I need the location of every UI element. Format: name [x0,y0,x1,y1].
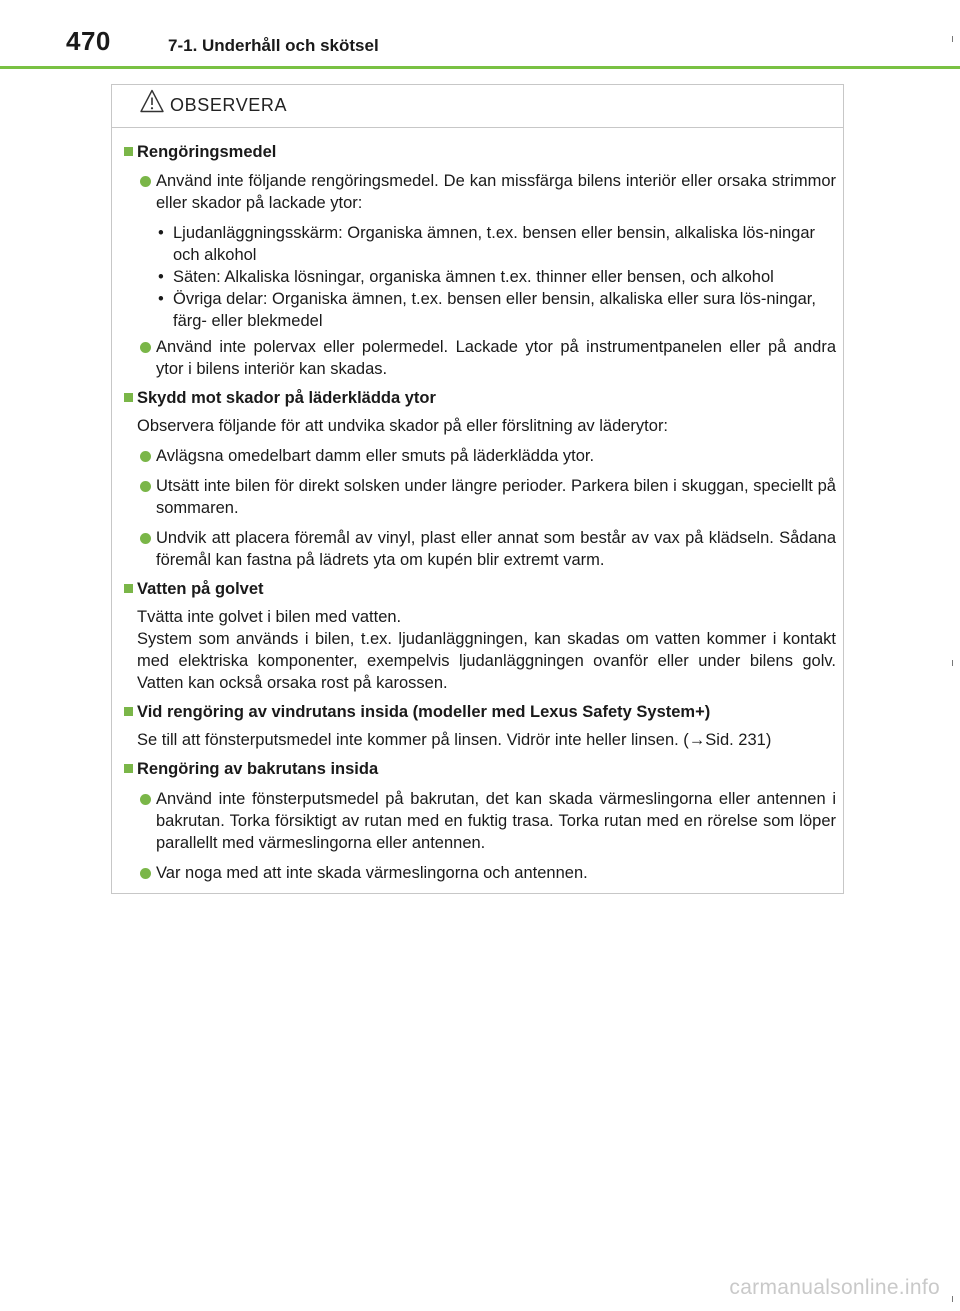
dot-bullet-icon: • [158,290,164,308]
bullet-item: Undvik att placera föremål av vinyl, plast eller annat som består av vax på klädseln. Sådana föremål kan fastna på lädrets yta om kupén blir extremt varm. [112,527,843,571]
dot-bullet-icon: • [158,224,164,242]
bullet-item: Avlägsna omedelbart damm eller smuts på läderklädda ytor. [112,445,843,467]
section-heading: Skydd mot skador på läderklädda ytor [112,387,843,409]
circle-bullet-icon [140,481,151,492]
sub-item: • Övriga delar: Organiska ämnen, t.ex. bensen eller bensin, alkaliska eller sura lös-ningar, färg- eller blekmedel [158,290,816,330]
circle-bullet-icon [140,794,151,805]
watermark: carmanualsonline.info [729,1276,940,1299]
crop-mark [952,1296,953,1302]
dot-bullet-icon: • [158,268,164,286]
warning-triangle-icon [140,89,164,118]
header-rule [0,66,960,69]
paragraph: Observera följande för att undvika skador på eller förslitning av läderytor: [137,417,669,435]
square-bullet-icon [124,707,133,716]
bullet-item: Var noga med att inte skada värmeslingorna och antennen. [112,862,843,884]
crop-mark [952,660,953,666]
section-heading: Vatten på golvet [112,578,843,600]
bullet-item: Använd inte följande rengöringsmedel. De kan missfärga bilens interiör eller orsaka strimmor eller skador på lackade ytor: [112,170,843,214]
section-heading: Vid rengöring av vindrutans insida (modeller med Lexus Safety System+) [112,701,843,723]
notice-content [112,141,843,884]
paragraph: Tvätta inte golvet i bilen med vatten. [137,608,402,626]
circle-bullet-icon [140,868,151,879]
sub-item: • Säten: Alkaliska lösningar, organiska ämnen t.ex. thinner eller bensen, och alkohol [158,268,774,286]
circle-bullet-icon [140,533,151,544]
circle-bullet-icon [140,342,151,353]
notice-box [111,84,844,894]
square-bullet-icon [124,147,133,156]
bullet-item: Utsätt inte bilen för direkt solsken under längre perioder. Parkera bilen i skuggan, speciellt på sommaren. [112,475,843,519]
paragraph: System som används i bilen, t.ex. ljudanläggningen, kan skadas om vatten kommer i kontakt med elektriska komponenter, exempelvis ljudanläggningen ovanför eller under bilens golv. Vatten kan också orsaka rost på karossen. [137,630,836,692]
notice-header [112,85,843,128]
section-title: 7-1. Underhåll och skötsel [168,36,379,55]
notice-title: OBSERVERA [170,95,288,115]
paragraph: Se till att fönsterputsmedel inte kommer på linsen. Vidrör inte heller linsen. (→Sid. 231) [137,731,772,749]
section-heading: Rengöring av bakrutans insida [112,758,843,780]
section-heading: Rengöringsmedel [112,141,843,163]
square-bullet-icon [124,584,133,593]
page-number: 470 [66,26,111,56]
bullet-item: Använd inte fönsterputsmedel på bakrutan, det kan skada värmeslingorna eller antennen i bakrutan. Torka försiktigt av rutan med en fuktig trasa. Torka rutan med en rörelse som löper parallellt med värmeslingorna eller antennen. [112,788,843,854]
sub-item: • Ljudanläggningsskärm: Organiska ämnen, t.ex. bensen eller bensin, alkaliska lös-ningar och alkohol [158,224,816,264]
circle-bullet-icon [140,451,151,462]
bullet-item: Använd inte polervax eller polermedel. Lackade ytor på instrumentpanelen eller på andra ytor i bilens interiör kan skadas. [112,336,843,380]
crop-mark [952,36,953,42]
circle-bullet-icon [140,176,151,187]
square-bullet-icon [124,764,133,773]
square-bullet-icon [124,393,133,402]
